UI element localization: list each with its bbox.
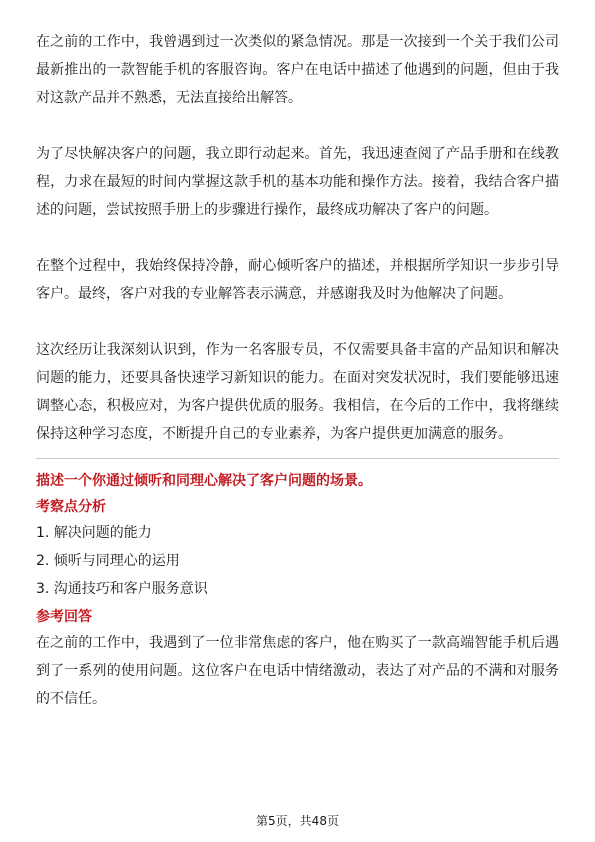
paragraph-gap <box>36 112 559 140</box>
body-paragraph-3: 在整个过程中，我始终保持冷静，耐心倾听客户的描述，并根据所学知识一步步引导客户。最终，客户对我的专业解答表示满意，并感谢我及时为他解决了问题。 <box>36 258 559 302</box>
analysis-point: 3. 沟通技巧和客户服务意识 <box>36 581 208 597</box>
document-page <box>36 28 559 713</box>
body-paragraph-4: 这次经历让我深刻认识到，作为一名客服专员，不仅需要具备丰富的产品知识和解决问题的能力，还要具备快速学习新知识的能力。在面对突发状况时，我们要能够迅速调整心态，积极应对，为客户提供优质的服务。我相信，在今后的工作中，我将继续保持这种学习态度，不断提升自己的专业素养，为客户提供更加满意的服务。 <box>36 342 559 442</box>
analysis-point-list <box>36 519 559 603</box>
page-number-footer: 第5页，共48页 <box>256 814 339 828</box>
analysis-point: 1. 解决问题的能力 <box>36 525 152 541</box>
analysis-point: 2. 倾听与同理心的运用 <box>36 553 180 569</box>
body-paragraph-2: 为了尽快解决客户的问题，我立即行动起来。首先，我迅速查阅了产品手册和在线教程，力求在最短的时间内掌握这款手机的基本功能和操作方法。接着，我结合客户描述的问题，尝试按照手册上的步骤进行操作，最终成功解决了客户的问题。 <box>36 146 559 218</box>
reference-heading: 参考回答 <box>36 609 92 625</box>
reference-answer-paragraph: 在之前的工作中，我遇到了一位非常焦虑的客户，他在购买了一款高端智能手机后遇到了一系列的使用问题。这位客户在电话中情绪激动，表达了对产品的不满和对服务的不信任。 <box>36 635 559 707</box>
body-paragraph-1: 在之前的工作中，我曾遇到过一次类似的紧急情况。那是一次接到一个关于我们公司最新推出的一款智能手机的客服咨询。客户在电话中描述了他遇到的问题，但由于我对这款产品并不熟悉，无法直接给出解答。 <box>36 34 559 106</box>
question-title: 描述一个你通过倾听和同理心解决了客户问题的场景。 <box>36 473 372 489</box>
analysis-heading: 考察点分析 <box>36 499 106 515</box>
paragraph-gap <box>36 224 559 252</box>
section-divider <box>36 458 559 459</box>
paragraph-gap <box>36 308 559 336</box>
